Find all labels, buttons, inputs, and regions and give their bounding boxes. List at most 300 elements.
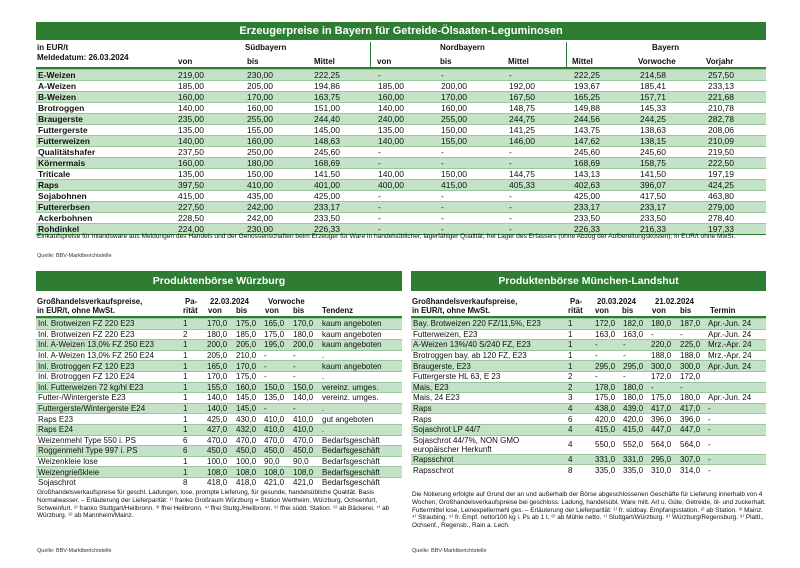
row-label: Qualitätshafer xyxy=(36,147,176,158)
table-cell: 415,0 xyxy=(593,424,621,435)
table-cell: 160,00 xyxy=(176,92,245,103)
row-label: Mais, E23 xyxy=(411,382,566,393)
table-cell: Bedarfsgeschäft xyxy=(320,467,402,478)
table-cell: 244,75 xyxy=(507,114,572,125)
table-cell: 450,0 xyxy=(234,446,262,457)
table-cell: 210,0 xyxy=(234,350,262,361)
table-cell: 168,69 xyxy=(572,158,638,169)
table-cell: Mrz.-Apr. 24 xyxy=(706,340,766,351)
table-cell: 6 xyxy=(566,414,593,425)
mue-head-date2: 21.02.2024 xyxy=(655,297,695,306)
table-row xyxy=(36,350,402,361)
table-cell: 138,63 xyxy=(638,125,706,136)
table-cell: 1 xyxy=(566,350,593,361)
table-cell: 160,0 xyxy=(234,382,262,393)
table-cell: 314,0 xyxy=(678,465,706,476)
table-row xyxy=(36,191,766,202)
table-cell: - xyxy=(706,424,766,435)
table-cell: 135,00 xyxy=(376,125,439,136)
row-label: Roggenmehl Type 997 i. PS xyxy=(36,446,181,457)
table-cell: 6 xyxy=(181,435,205,446)
table-cell: - xyxy=(678,329,706,340)
mue-head-date1: 20.03.2024 xyxy=(597,297,637,306)
table-cell: 425,0 xyxy=(205,414,234,425)
table-cell: - xyxy=(706,435,766,454)
table-row xyxy=(411,319,766,330)
table-cell: 447,0 xyxy=(649,424,678,435)
col-header: bis xyxy=(440,57,452,66)
table-cell: 300,0 xyxy=(678,361,706,372)
table-row xyxy=(36,467,402,478)
table-cell: 244,25 xyxy=(638,114,706,125)
table-cell: - xyxy=(507,147,572,158)
wuerzburg-title: Produktenbörse Würzburg xyxy=(152,275,286,287)
table-cell: 470,0 xyxy=(205,435,234,446)
table-cell: 4 xyxy=(566,403,593,414)
table-row xyxy=(36,319,402,330)
wue-head-von: von xyxy=(208,306,222,315)
table-cell: 163,0 xyxy=(621,329,649,340)
table-cell: 193,67 xyxy=(572,81,638,92)
table-cell: - xyxy=(439,213,507,224)
row-label: Inl. A-Weizen 13,0% FZ 250 E23 xyxy=(36,340,181,351)
table-cell: vereinz. umges. xyxy=(320,393,402,404)
row-label: E-Weizen xyxy=(36,70,176,81)
wuerzburg-title-bar xyxy=(36,271,402,291)
table-cell: - xyxy=(507,213,572,224)
table-cell: 4 xyxy=(566,424,593,435)
table-cell: - xyxy=(706,465,766,476)
group-bayern: Bayern xyxy=(652,43,680,52)
table-cell: 180,0 xyxy=(678,393,706,404)
table-row xyxy=(411,424,766,435)
table-cell: 1 xyxy=(181,382,205,393)
table-cell: 245,60 xyxy=(572,147,638,158)
table-cell: - xyxy=(376,202,439,213)
table-cell: 295,0 xyxy=(593,361,621,372)
table-cell: 278,40 xyxy=(706,213,766,224)
table-row xyxy=(36,136,766,147)
table-row xyxy=(36,382,402,393)
table-cell: 470,0 xyxy=(291,435,320,446)
table-cell: 170,00 xyxy=(245,92,312,103)
group-divider xyxy=(370,42,371,67)
table-row xyxy=(411,435,766,454)
wue-head-label2: in EUR/t, ohne MwSt. xyxy=(37,306,115,315)
table-cell: 410,00 xyxy=(245,180,312,191)
row-label: Futterweizen, E23 xyxy=(411,329,566,340)
table-row xyxy=(36,70,766,81)
table-cell: 2 xyxy=(566,371,593,382)
table-cell: 233,17 xyxy=(638,202,706,213)
table-cell: 178,0 xyxy=(593,382,621,393)
table-cell: 150,00 xyxy=(439,169,507,180)
row-label: Rapsschrot xyxy=(411,454,566,465)
table-cell: 400,00 xyxy=(376,180,439,191)
table-cell: - xyxy=(439,224,507,235)
col-header: Mittel xyxy=(508,57,529,66)
row-label: Triticale xyxy=(36,169,176,180)
table-cell: 418,0 xyxy=(234,477,262,488)
table-cell: 415,0 xyxy=(621,424,649,435)
table-cell: 140,0 xyxy=(205,393,234,404)
table-cell: 185,00 xyxy=(376,81,439,92)
table-cell: 564,0 xyxy=(649,435,678,454)
table-cell: - xyxy=(593,350,621,361)
top-date-label: Meldedatum: 26.03.2024 xyxy=(37,53,129,62)
table-cell: 1 xyxy=(181,467,205,478)
table-cell: 233,13 xyxy=(706,81,766,92)
table-cell: 208,06 xyxy=(706,125,766,136)
table-cell: 242,00 xyxy=(245,202,312,213)
table-cell: 235,00 xyxy=(176,114,245,125)
table-cell: kaum angeboten xyxy=(320,340,402,351)
row-label: Raps xyxy=(411,414,566,425)
row-label: Ackerbohnen xyxy=(36,213,176,224)
table-cell: 195,0 xyxy=(262,340,291,351)
table-cell: 427,0 xyxy=(205,424,234,435)
table-cell: 170,00 xyxy=(439,92,507,103)
table-cell: . xyxy=(320,371,402,382)
table-cell: 564,0 xyxy=(678,435,706,454)
table-cell: 150,0 xyxy=(291,382,320,393)
table-row xyxy=(36,103,766,114)
table-cell: 219,00 xyxy=(176,70,245,81)
table-cell: 230,00 xyxy=(245,70,312,81)
table-cell: 100,0 xyxy=(234,456,262,467)
table-cell: 450,0 xyxy=(205,446,234,457)
table-cell: 552,0 xyxy=(621,435,649,454)
row-label: Sojaschrot 44/7%, NON GMO europäischer Herkunft xyxy=(411,435,566,454)
table-cell: - xyxy=(507,70,572,81)
table-cell: 417,50 xyxy=(638,191,706,202)
table-cell: 141,50 xyxy=(638,169,706,180)
table-cell: 420,0 xyxy=(593,414,621,425)
table-cell: 242,00 xyxy=(245,213,312,224)
table-cell: 401,00 xyxy=(312,180,376,191)
table-cell: Bedarfsgeschäft xyxy=(320,477,402,488)
table-cell: - xyxy=(291,361,320,372)
table-cell: 1 xyxy=(181,361,205,372)
table-cell: Bedarfsgeschäft xyxy=(320,435,402,446)
table-cell: 140,00 xyxy=(176,103,245,114)
table-cell: 396,0 xyxy=(678,414,706,425)
table-cell: 1 xyxy=(566,340,593,351)
table-cell: - xyxy=(439,158,507,169)
muenchen-source: Quelle: BBV-Marktberichtstelle xyxy=(412,548,487,554)
table-cell: 4 xyxy=(566,454,593,465)
wuerzburg-note: Großhandelsverkaufspreise für geschl. Ladungen, lose, prompte Lieferung, für gesunde, handelsübliche Qualität. Basis Normalwasser. – Erläuterung der Lieferparität: ¹⁾ franko Großraum Würzburg = Station Wertheim, Würzburg, Ochsenfurt, Schweinfurt. ²⁾ franko Stuttgart/Heilbronn. ³⁾ ffrei Heilbronn. ⁴⁾ ffrei Stuttg./Heilbronn. ⁵⁾ ffrei südd. Station. ⁶⁾ ab Bäckerei. ⁷⁾ ab Würzburg. ⁸⁾ ab Mannheim/Mainz. xyxy=(37,489,390,520)
table-cell: 143,13 xyxy=(572,169,638,180)
row-label: Körnermais xyxy=(36,158,176,169)
col-header: Vorwoche xyxy=(638,57,676,66)
table-cell: - xyxy=(706,454,766,465)
table-cell: - xyxy=(507,191,572,202)
table-cell: 147,62 xyxy=(572,136,638,147)
table-row xyxy=(411,393,766,404)
table-cell: 150,0 xyxy=(262,382,291,393)
table-cell: 135,0 xyxy=(262,393,291,404)
table-cell: - xyxy=(376,70,439,81)
row-label: Braugerste xyxy=(36,114,176,125)
row-label: A-Weizen xyxy=(36,81,176,92)
table-cell: gut angeboten xyxy=(320,414,402,425)
table-cell: 233,17 xyxy=(572,202,638,213)
table-cell: 1 xyxy=(566,319,593,330)
table-cell: 165,0 xyxy=(205,361,234,372)
table-row xyxy=(36,414,402,425)
muenchen-table xyxy=(411,318,766,475)
wuerzburg-source: Quelle: BBV-Marktberichtstelle xyxy=(37,548,112,554)
table-cell: Bedarfsgeschäft xyxy=(320,446,402,457)
table-cell: 167,50 xyxy=(507,92,572,103)
table-cell: 165,0 xyxy=(262,319,291,330)
table-cell xyxy=(706,382,766,393)
wue-head-bis2: bis xyxy=(293,306,305,315)
table-cell: 470,0 xyxy=(262,435,291,446)
table-cell: 172,0 xyxy=(678,371,706,382)
table-cell: - xyxy=(291,403,320,414)
table-row xyxy=(36,147,766,158)
table-cell: 405,33 xyxy=(507,180,572,191)
table-cell: - xyxy=(376,147,439,158)
mue-head-bis: bis xyxy=(622,306,634,315)
table-cell: 331,0 xyxy=(621,454,649,465)
table-cell: 140,0 xyxy=(291,393,320,404)
table-row xyxy=(36,435,402,446)
table-cell: - xyxy=(262,350,291,361)
table-cell: Apr.-Jun. 24 xyxy=(706,329,766,340)
row-label: Sojaschrot xyxy=(36,477,181,488)
table-row xyxy=(36,403,402,414)
table-cell: 151,00 xyxy=(312,103,376,114)
table-cell: 149,88 xyxy=(572,103,638,114)
table-cell: 140,00 xyxy=(376,103,439,114)
table-cell: 2 xyxy=(566,382,593,393)
muenchen-title: Produktenbörse München-Landshut xyxy=(498,275,679,287)
erzeugerpreise-table xyxy=(36,69,766,235)
table-row xyxy=(36,393,402,404)
table-cell: 1 xyxy=(181,319,205,330)
table-cell: 255,00 xyxy=(245,114,312,125)
muenchen-note: Die Notierung erfolgte auf Grund der an und außerhalb der Börse abgeschlossenen Geschäfte für Lieferung innerhalb von 4 Wochen; Großhandelsverkaufspreise bei geschloss. Ladung, handelsübl. Ware mitt. Art u. Güte; Getreide, öl- und zuckerhalt. Futtermittel lose, Leinexpellermehl ges. – Erläuterung der Lieferparität: ¹⁾ fr. südbay. Empfangsstation. ²⁾ ab Station. ³⁾ Mainz. ⁴⁾ Straubing. ⁵⁾ fr. Empf. netto/100 kg i. Ps ab 1 t. ⁶⁾ ab Mühle netto. ⁷⁾ Stuttgart/Würzburg. ⁸⁾ Würzburg/Regensburg. ⁹⁾ Plattl., Ochsenf., Regensb., Rain a. Lech. xyxy=(412,491,766,530)
table-cell: 145,33 xyxy=(638,103,706,114)
table-row xyxy=(411,454,766,465)
table-row xyxy=(411,414,766,425)
table-cell: 397,50 xyxy=(176,180,245,191)
table-cell: 226,33 xyxy=(312,224,376,235)
table-cell: Bedarfsgeschäft xyxy=(320,456,402,467)
table-row xyxy=(36,456,402,467)
table-row xyxy=(36,477,402,488)
table-row xyxy=(36,329,402,340)
table-cell: 158,75 xyxy=(638,158,706,169)
table-cell: 210,09 xyxy=(706,136,766,147)
group-divider xyxy=(566,42,567,67)
table-cell: 140,00 xyxy=(176,136,245,147)
table-cell: 255,00 xyxy=(439,114,507,125)
table-row xyxy=(411,382,766,393)
col-header: Mittel xyxy=(572,57,593,66)
top-note: Einkaufspreise für Inlandsware aus Meldungen des Handels und der Genossenschaften beim Erzeuger für Ware in handelsüblicher, lagerfähiger Qualität; frei Lager des Erfassers (ohne Abzug der Aufbereitungskosten); in EUR/t ohne MwSt. xyxy=(37,233,736,240)
table-cell: 250,00 xyxy=(245,147,312,158)
row-label: Sojaschrot LP 44/7 xyxy=(411,424,566,435)
table-cell: 396,07 xyxy=(638,180,706,191)
table-row xyxy=(411,465,766,476)
table-cell: 307,0 xyxy=(678,454,706,465)
table-cell: - xyxy=(262,403,291,414)
table-cell: 1 xyxy=(181,371,205,382)
table-cell: 170,0 xyxy=(205,319,234,330)
table-cell: 205,0 xyxy=(205,350,234,361)
table-cell: Apr.-Jun. 24 xyxy=(706,361,766,372)
table-cell: 135,00 xyxy=(176,125,245,136)
row-label: B-Weizen xyxy=(36,92,176,103)
table-cell: 410,0 xyxy=(291,424,320,435)
row-label: Rapsschrot xyxy=(411,465,566,476)
table-cell: 197,19 xyxy=(706,169,766,180)
table-cell: - xyxy=(706,414,766,425)
top-source: Quelle: BBV-Marktberichtstelle xyxy=(37,253,112,259)
table-cell: 180,0 xyxy=(291,329,320,340)
row-label: Futtergerste/Wintergerste E24 xyxy=(36,403,181,414)
table-cell: 1 xyxy=(181,403,205,414)
table-cell: 90,0 xyxy=(291,456,320,467)
table-cell: - xyxy=(262,361,291,372)
row-label: Raps xyxy=(411,403,566,414)
table-cell: 425,00 xyxy=(312,191,376,202)
table-cell: 222,25 xyxy=(572,70,638,81)
table-cell: 439,0 xyxy=(621,403,649,414)
table-cell: 310,0 xyxy=(649,465,678,476)
table-cell: 145,00 xyxy=(312,125,376,136)
table-cell: - xyxy=(439,147,507,158)
table-cell: 205,0 xyxy=(234,340,262,351)
mue-head-paritaet2: rität xyxy=(568,306,583,315)
table-cell: Apr.-Jun. 24 xyxy=(706,393,766,404)
table-cell: 108,0 xyxy=(234,467,262,478)
table-cell: 447,0 xyxy=(678,424,706,435)
table-cell: 175,0 xyxy=(262,329,291,340)
top-title: Erzeugerpreise in Bayern für Getreide-Ölsaaten-Leguminosen xyxy=(239,25,563,37)
table-cell: - xyxy=(439,191,507,202)
mue-head-termin: Termin xyxy=(710,306,736,315)
table-cell: 165,25 xyxy=(572,92,638,103)
table-cell: 230,00 xyxy=(245,224,312,235)
table-cell: 1 xyxy=(181,456,205,467)
table-row xyxy=(36,81,766,92)
row-label: Inl. A-Weizen 13,0% FZ 250 E24 xyxy=(36,350,181,361)
table-cell: - xyxy=(649,382,678,393)
table-cell: 175,0 xyxy=(649,393,678,404)
table-cell: 300,0 xyxy=(649,361,678,372)
row-label: Raps E24 xyxy=(36,424,181,435)
table-cell: 282,78 xyxy=(706,114,766,125)
table-cell: 221,68 xyxy=(706,92,766,103)
table-row xyxy=(36,180,766,191)
table-cell: 226,33 xyxy=(572,224,638,235)
row-label: Inl. Brotroggen FZ 120 E24 xyxy=(36,371,181,382)
table-cell: 233,17 xyxy=(312,202,376,213)
row-label: Raps E23 xyxy=(36,414,181,425)
table-cell: 150,00 xyxy=(439,125,507,136)
row-label: Inl. Brotroggen FZ 120 E23 xyxy=(36,361,181,372)
table-cell: 244,40 xyxy=(312,114,376,125)
table-cell: 185,00 xyxy=(176,81,245,92)
table-row xyxy=(36,446,402,457)
table-row xyxy=(411,403,766,414)
wue-head-vorwoche: Vorwoche xyxy=(268,297,305,306)
mue-head-label2: in EUR/t, ohne MwSt. xyxy=(412,306,490,315)
table-cell: - xyxy=(621,340,649,351)
table-cell: 150,00 xyxy=(245,169,312,180)
table-cell: 108,0 xyxy=(291,467,320,478)
row-label: Braugerste, E23 xyxy=(411,361,566,372)
table-cell: 421,0 xyxy=(262,477,291,488)
table-cell: kaum angeboten xyxy=(320,329,402,340)
row-label: Weizenmehl Type 550 i. PS xyxy=(36,435,181,446)
table-cell: 140,00 xyxy=(376,169,439,180)
table-cell: 421,0 xyxy=(291,477,320,488)
table-cell: 148,75 xyxy=(507,103,572,114)
table-cell: 205,00 xyxy=(245,81,312,92)
table-cell: 402,63 xyxy=(572,180,638,191)
table-cell xyxy=(706,371,766,382)
wue-head-paritaet2: rität xyxy=(183,306,198,315)
wue-head-von2: von xyxy=(265,306,279,315)
mue-head-von2: von xyxy=(652,306,666,315)
table-cell: 144,75 xyxy=(507,169,572,180)
table-cell: 200,00 xyxy=(439,81,507,92)
table-cell: 424,25 xyxy=(706,180,766,191)
table-cell: 295,0 xyxy=(649,454,678,465)
table-cell: - xyxy=(678,382,706,393)
top-title-bar xyxy=(36,22,766,40)
row-label: Weizenkleie lose xyxy=(36,456,181,467)
table-cell: - xyxy=(376,158,439,169)
table-cell: 180,00 xyxy=(245,158,312,169)
table-row xyxy=(36,424,402,435)
row-label: Mais, 24 E23 xyxy=(411,393,566,404)
table-cell: 470,0 xyxy=(234,435,262,446)
table-cell: - xyxy=(262,371,291,382)
table-row xyxy=(36,202,766,213)
table-cell: Apr.-Jun. 24 xyxy=(706,319,766,330)
table-cell: 135,00 xyxy=(176,169,245,180)
table-cell: 148,63 xyxy=(312,136,376,147)
table-row xyxy=(36,169,766,180)
table-cell: . xyxy=(320,424,402,435)
table-cell: 1 xyxy=(566,361,593,372)
table-cell: 188,0 xyxy=(649,350,678,361)
table-cell: 233,50 xyxy=(638,213,706,224)
table-cell: 180,0 xyxy=(621,393,649,404)
table-row xyxy=(411,371,766,382)
table-cell: 155,0 xyxy=(205,382,234,393)
table-cell: 163,0 xyxy=(593,329,621,340)
wue-head-paritaet1: Pa- xyxy=(185,297,198,306)
table-cell: 435,00 xyxy=(245,191,312,202)
table-cell: 145,0 xyxy=(234,393,262,404)
mue-head-bis2: bis xyxy=(680,306,692,315)
table-row xyxy=(36,158,766,169)
col-header: von xyxy=(377,57,392,66)
muenchen-title-bar xyxy=(411,271,766,291)
table-cell: . xyxy=(320,350,402,361)
wuerzburg-table xyxy=(36,318,402,488)
table-cell: 550,0 xyxy=(593,435,621,454)
table-cell: 141,25 xyxy=(507,125,572,136)
